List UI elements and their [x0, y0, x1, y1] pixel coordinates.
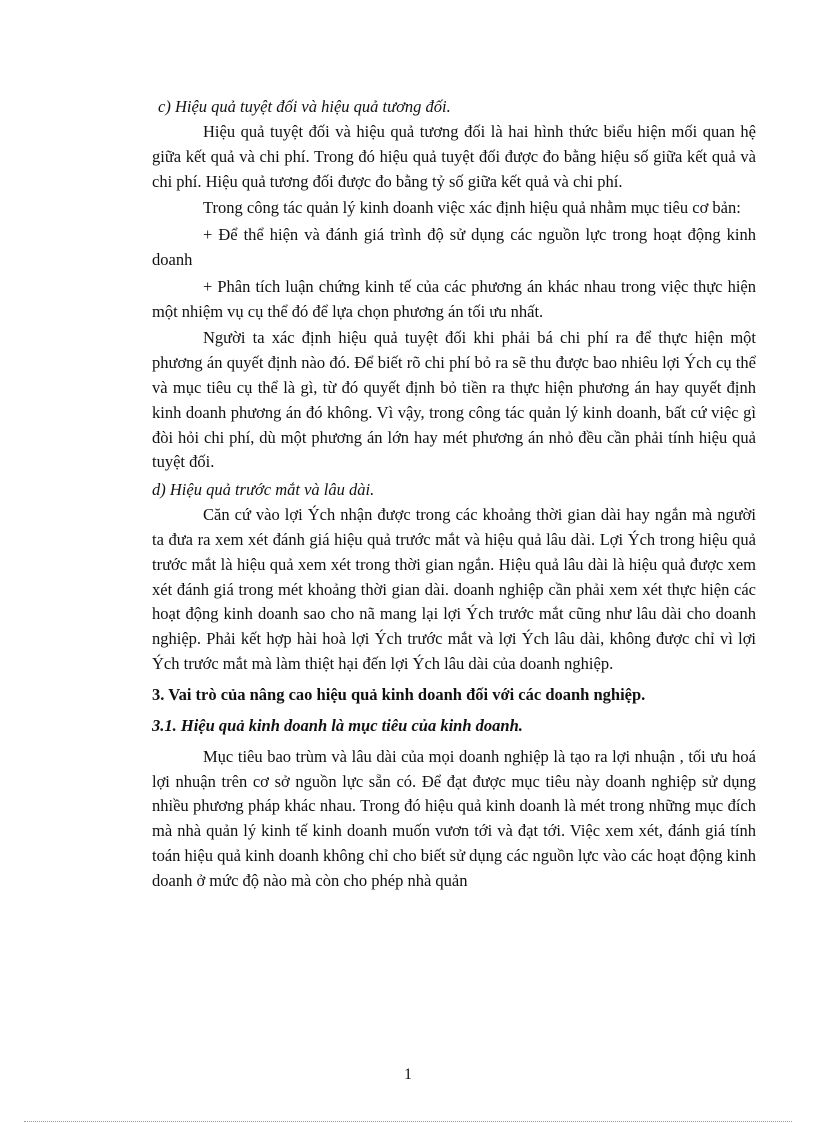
document-page — [152, 94, 756, 896]
section-heading-3-1: 3.1. Hiệu quả kinh doanh là mục tiêu của kinh doanh. — [152, 715, 523, 735]
section-heading-c: c) Hiệu quả tuyệt đối và hiệu quả tương đối. — [158, 97, 451, 116]
section-heading-d: d) Hiệu quả trước mắt và lâu dài. — [152, 480, 375, 500]
paragraph-c-1: Hiệu quả tuyệt đối và hiệu quả tương đối là hai hình thức biểu hiện mối quan hệ giữa kết quả và chi phí. Trong đó hiệu quả tuyệt đối được đo bằng hiệu số giữa kết quả và chi phí. Hiệu quả tương đối được đo bằng tỷ số giữa kết quả và chi phí. — [152, 122, 756, 191]
page-number: 1 — [404, 1066, 412, 1083]
section-heading-3: 3. Vai trò của nâng cao hiệu quả kinh doanh đối với các doanh nghiệp. — [152, 684, 646, 704]
paragraph-3-1-1: Mục tiêu bao trùm và lâu dài của mọi doanh nghiệp là tạo ra lợi nhuận , tối ưu hoá lợi nhuận trên cơ sở nguồn lực sẵn có. Để đạt được mục tiêu này doanh nghiệp sử dụng nhiều phương pháp khác nhau. Trong đó hiệu quả kinh doanh là mét trong những mục đích mà nhà quản lý kinh tế kinh doanh muốn vươn tới và đạt tới. Việc xem xét, đánh giá tính toán hiệu quả kinh doanh không chỉ cho biết sử dụng các nguồn lực vào các hoạt động kinh doanh ở mức độ nào mà còn cho phép nhà quản — [152, 746, 756, 890]
paragraph-c-3: + Để thể hiện và đánh giá trình độ sử dụng các nguồn lực trong hoạt động kinh doanh — [152, 225, 756, 269]
paragraph-c-4: + Phân tích luận chứng kinh tế của các phương án khác nhau trong việc thực hiện một nhiệm vụ cụ thể đó để lựa chọn phương án tối ưu nhất. — [152, 276, 756, 321]
paragraph-c-5: Người ta xác định hiệu quả tuyệt đối khi phải bá chi phí ra để thực hiện một phương án quyết định nào đó. Để biết rõ chi phí bỏ ra sẽ thu được bao nhiêu lợi Ých cụ thể và mục tiêu cụ thể là gì, từ đó quyết định bỏ tiền ra thực hiện phương án hay quyết định kinh doanh phương án đó không. Vì vậy, trong công tác quản lý kinh doanh, bất cứ việc gì đòi hỏi chi phí, dù một phương án lớn hay mét phương án nhỏ đều cần phải tính hiệu quả tuyệt đối. — [152, 328, 756, 472]
paragraph-c-2: Trong công tác quản lý kinh doanh việc xác định hiệu quả nhằm mục tiêu cơ bản: — [203, 198, 741, 218]
page-bottom-border — [24, 1121, 792, 1122]
paragraph-d-1: Căn cứ vào lợi Ých nhận được trong các khoảng thời gian dài hay ngắn mà người ta đưa ra xem xét đánh giá hiệu quả trước mắt và hiệu quả lâu dài. Lợi Ých trong hiệu quả trước mắt là hiệu quả xem xét trong thời gian ngắn. Hiệu quả lâu dài là hiệu quả được xem xét đánh giá trong mét khoảng thời gian dài. doanh nghiệp cần phải xem xét thực hiện các hoạt động kinh doanh sao cho nã mang lại lợi Ých trước mắt cũng như lâu dài cho doanh nghiệp. Phải kết hợp hài hoà lợi Ých trước mắt và lợi Ých lâu dài, không được chỉ vì lợi Ých trước mắt mà làm thiệt hại đến lợi Ých lâu dài của doanh nghiệp. — [152, 505, 756, 673]
